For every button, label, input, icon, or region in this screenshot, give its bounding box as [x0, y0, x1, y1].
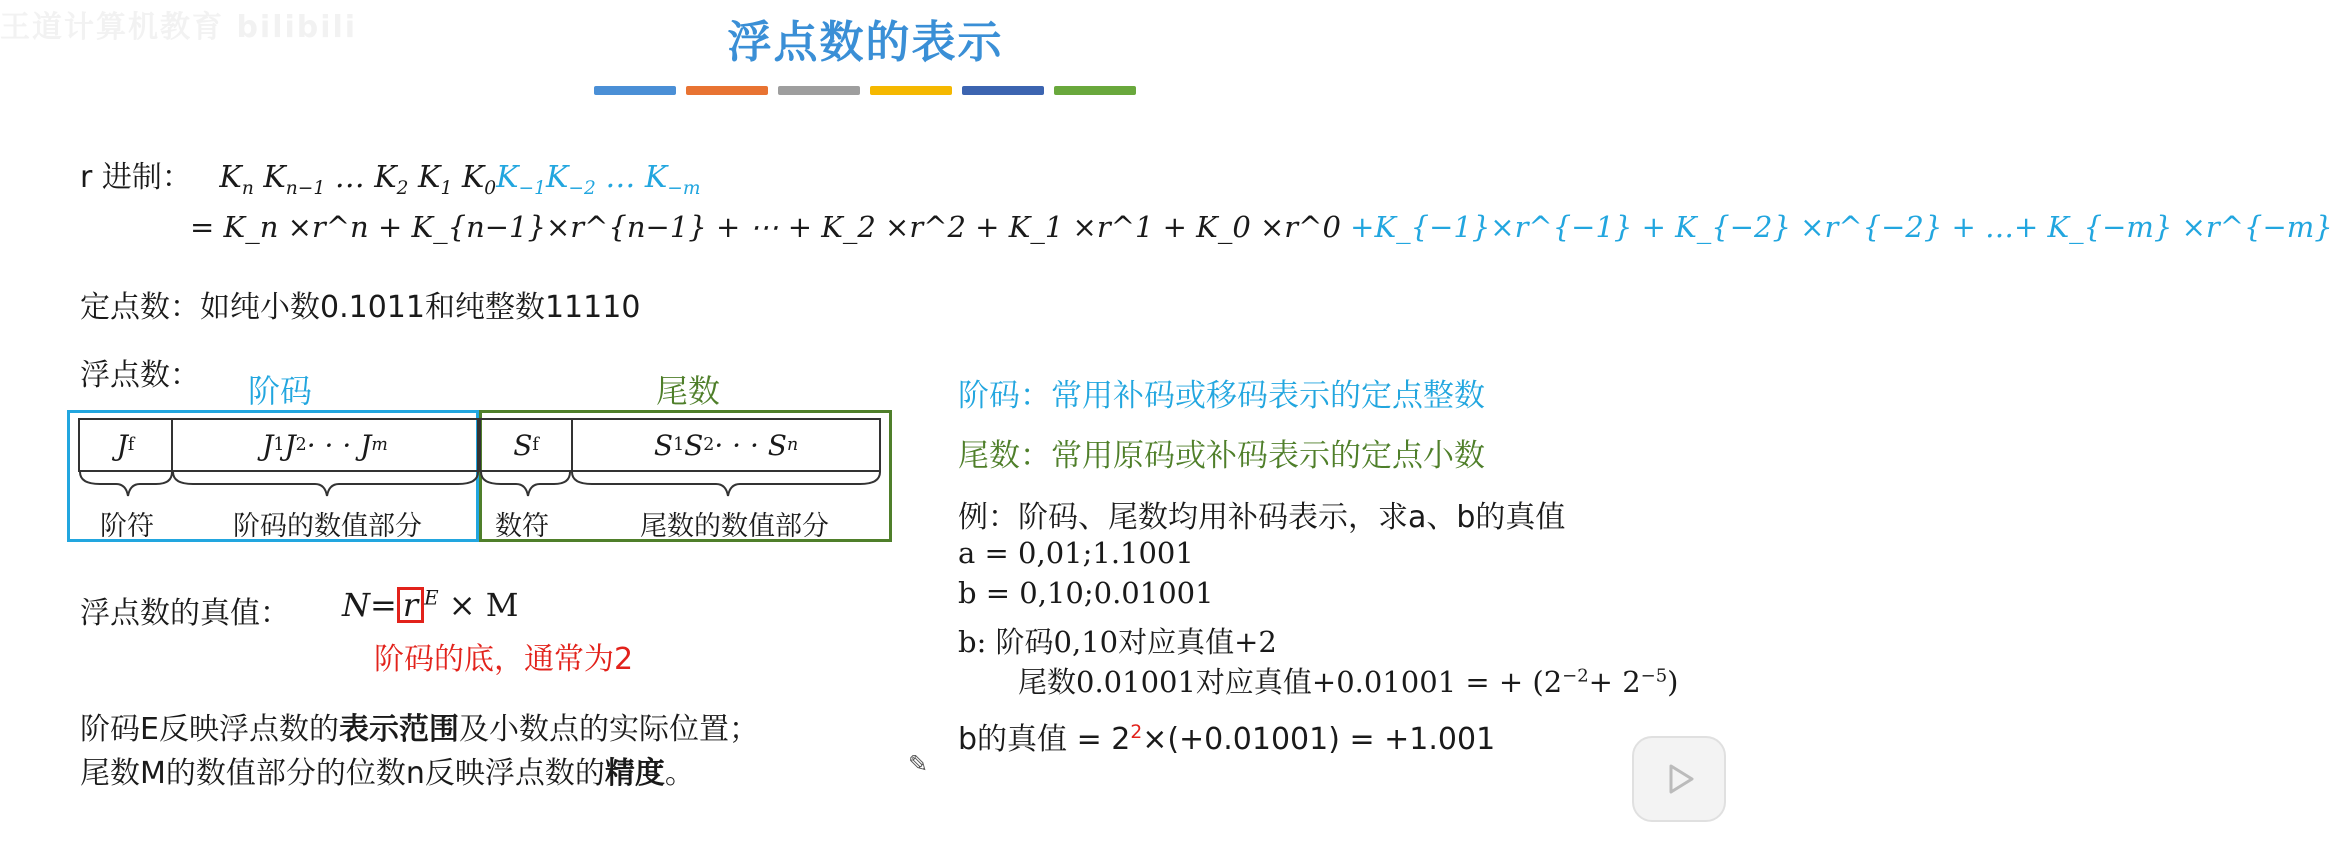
exp-value-cell: J 1 J 2 · · · J m — [171, 418, 479, 472]
man-sign-cell: S f — [479, 418, 573, 472]
exp-value-label: 阶码的数值部分 — [233, 511, 422, 542]
mantissa-title: 尾数 — [656, 372, 721, 410]
example-a: a = 0,01;1.1001 — [958, 536, 1194, 570]
man-sign-label: 数符 — [495, 511, 549, 542]
summary-line-2: 尾数M的数值部分的位数n反映浮点数的精度。 — [80, 756, 695, 791]
expansion-integer-terms: K_n ×r^n + K_{n−1}×r^{n−1} + ⋯ + K_2 ×r^2 + K_1 ×r^1 + K_0 ×r^0 — [223, 210, 1341, 244]
expansion-fraction-terms: +K_{−1}×r^{−1} + K_{−2} ×r^{−2} + …+ K_{−m} ×r^{−m} — [1350, 210, 2333, 244]
radix-label: r 进制： — [80, 160, 192, 195]
pencil-icon[interactable]: ✎ — [908, 750, 929, 778]
b-step-mantissa: 尾数0.01001对应真值+0.01001 = + $(2^{-2}+ 2^{-5})$ — [1018, 665, 1679, 699]
b-step-exponent: b: 阶码0,10对应真值+2 — [958, 625, 1277, 659]
example-b: b = 0,10;0.01001 — [958, 576, 1214, 610]
radix-digits-fraction: $K_{-1}K_{-2}$ … $K_{-m}$ — [496, 160, 701, 199]
man-value-label: 尾数的数值部分 — [640, 511, 829, 542]
mantissa-definition: 尾数：常用原码或补码表示的定点小数 — [958, 438, 1485, 474]
man-value-cell: S 1 S 2 · · · S n — [571, 418, 881, 472]
true-value-label: 浮点数的真值： — [80, 596, 290, 631]
summary-line-1: 阶码E反映浮点数的表示范围及小数点的实际位置； — [80, 712, 759, 747]
example-heading: 例：阶码、尾数均用补码表示，求a、b的真值 — [958, 500, 1566, 535]
page-title: 浮点数的表示 — [727, 17, 1004, 68]
exp-sign-cell: J f — [78, 418, 173, 472]
true-value-formula: N= r $^E$ × M — [342, 586, 519, 624]
fixed-point-text: 定点数：如纯小数0.1011和纯整数11110 — [80, 290, 641, 325]
expansion-line: = K_n ×r^n + K_{n−1}×r^{n−1} + ⋯ + K_2 ×r^2 + K_1 ×r^1 + K_0 ×r^0 +K_{−1}×r^{−1} + K_{−2} ×r^{−2} + …+ K_{−m} ×r^{−m} — [190, 210, 2333, 244]
exponent-definition: 阶码：常用补码或移码表示的定点整数 — [958, 378, 1485, 414]
radix-digits: $K_n$ $K_{n-1}$ … $K_2$ $K_1$ $K_0$ — [219, 160, 497, 199]
play-button[interactable] — [1632, 736, 1726, 822]
b-true-value: b的真值 = $2^2\times(+0.01001) = +1.001$ — [958, 722, 1496, 757]
play-icon — [1659, 759, 1699, 799]
exp-sign-label: 阶符 — [100, 511, 154, 542]
base-highlight: r — [397, 587, 424, 623]
watermark: 王道计算机教育 bilibili — [0, 10, 358, 45]
float-label: 浮点数： — [80, 358, 200, 393]
base-note: 阶码的底，通常为2 — [374, 642, 634, 677]
exponent-title: 阶码 — [248, 372, 313, 410]
